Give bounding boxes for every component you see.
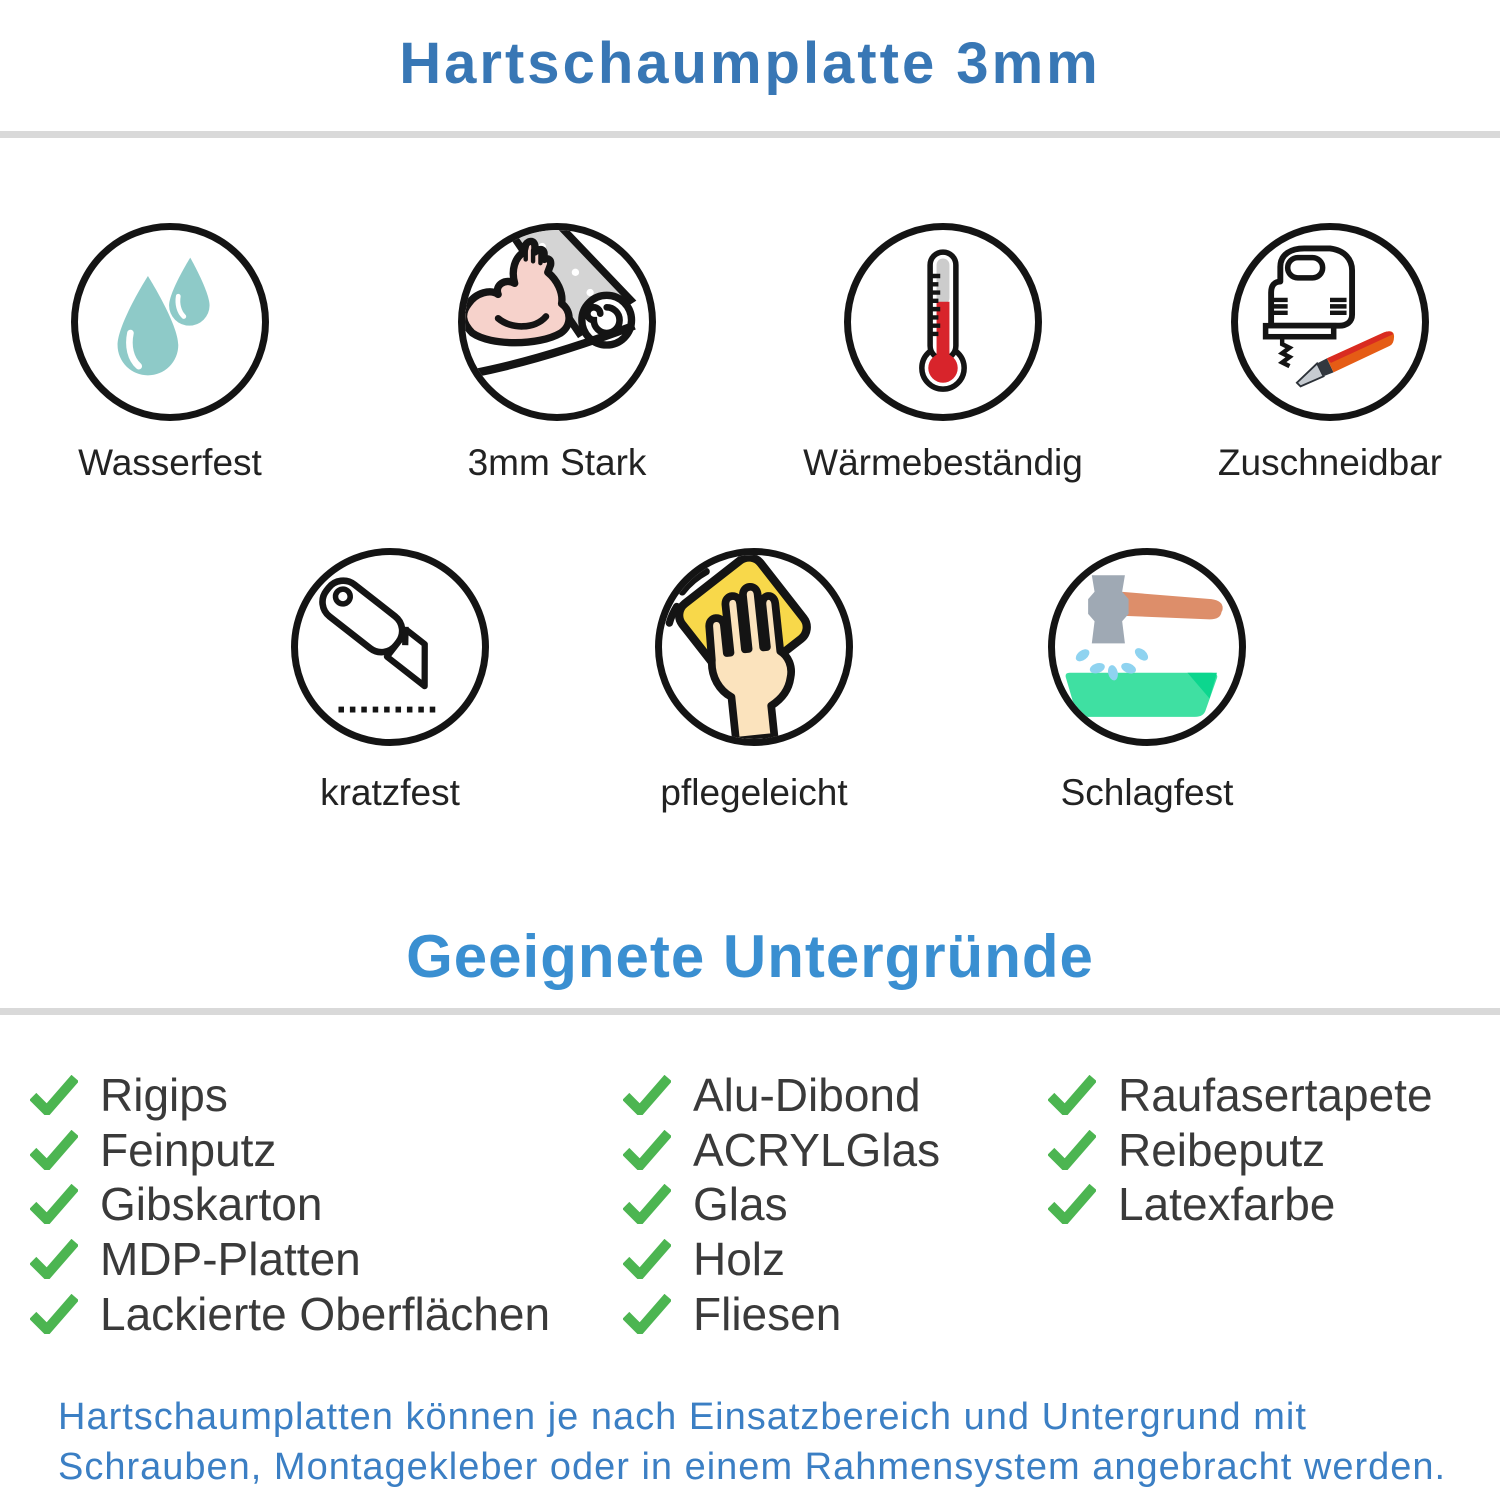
substrate-label: MDP-Platten: [100, 1233, 361, 1286]
substrate-label: Fliesen: [693, 1287, 842, 1340]
checkmark-icon: [30, 1130, 78, 1170]
checkmark-icon: [623, 1294, 671, 1334]
water-drops-icon: [71, 223, 269, 421]
flexed-arm-icon: [458, 223, 656, 421]
thermometer-icon: [844, 223, 1042, 421]
feature-label: Zuschneidbar: [1217, 442, 1443, 483]
utility-knife-icon: [291, 548, 489, 746]
feature-label: pflegeleicht: [660, 772, 848, 813]
checkmark-icon: [1048, 1130, 1096, 1170]
footer-line: Hartschaumplatten können je nach Einsatzbereich und Untergrund mit: [58, 1396, 1307, 1438]
list-item: [30, 1232, 550, 1287]
jigsaw-icon: [1231, 223, 1429, 421]
list-item: [1048, 1177, 1433, 1232]
substrate-column-3: [1048, 1068, 1433, 1232]
substrate-label: Lackierte Oberflächen: [100, 1287, 551, 1340]
checkmark-icon: [623, 1130, 671, 1170]
feature-cuttable: [1150, 223, 1500, 484]
substrate-label: Feinputz: [100, 1123, 277, 1176]
list-item: [1048, 1068, 1433, 1123]
substrate-label: Alu-Dibond: [693, 1069, 921, 1122]
substrate-label: Latexfarbe: [1118, 1178, 1336, 1231]
list-item: [30, 1068, 550, 1123]
feature-label: Schlagfest: [1060, 772, 1234, 813]
substrate-label: ACRYLGlas: [693, 1123, 941, 1176]
substrate-label: Raufasertapete: [1118, 1069, 1433, 1122]
feature-label: 3mm Stark: [467, 442, 647, 483]
feature-easy-care: [574, 548, 934, 814]
section-title-substrates: Geeignete Untergründe: [406, 923, 1094, 990]
substrate-label: Glas: [693, 1178, 788, 1231]
feature-strength: [377, 223, 737, 484]
checkmark-icon: [30, 1294, 78, 1334]
list-item: [623, 1068, 940, 1123]
wiping-hand-icon: [655, 548, 853, 746]
checkmark-icon: [30, 1075, 78, 1115]
list-item: [30, 1177, 550, 1232]
divider: [0, 1008, 1500, 1015]
list-item: [30, 1123, 550, 1178]
feature-impact-resistant: [967, 548, 1327, 814]
substrate-column-1: [30, 1068, 550, 1341]
feature-label: kratzfest: [320, 772, 460, 813]
checkmark-icon: [1048, 1075, 1096, 1115]
checkmark-icon: [623, 1239, 671, 1279]
checkmark-icon: [1048, 1184, 1096, 1224]
list-item: [623, 1177, 940, 1232]
feature-label: Wärmebeständig: [803, 442, 1083, 483]
substrate-label: Reibeputz: [1118, 1123, 1326, 1176]
feature-waterproof: [0, 223, 350, 484]
list-item: [1048, 1123, 1433, 1178]
checkmark-icon: [30, 1239, 78, 1279]
checkmark-icon: [623, 1075, 671, 1115]
footer-line: Schrauben, Montagekleber oder in einem Rahmensystem angebracht werden.: [58, 1446, 1447, 1488]
list-item: [623, 1123, 940, 1178]
feature-heat-resistant: [763, 223, 1123, 484]
list-item: [623, 1232, 940, 1287]
footer-note: [58, 1392, 1446, 1492]
page-title: Hartschaumplatte 3mm: [399, 31, 1101, 96]
divider: [0, 131, 1500, 138]
list-item: [623, 1286, 940, 1341]
feature-label: Wasserfest: [78, 442, 262, 483]
substrate-label: Gibskarton: [100, 1178, 323, 1231]
substrate-label: Rigips: [100, 1069, 228, 1122]
checkmark-icon: [623, 1184, 671, 1224]
list-item: [30, 1286, 550, 1341]
substrate-label: Holz: [693, 1233, 786, 1286]
hammer-icon: [1048, 548, 1246, 746]
feature-scratchproof: [210, 548, 570, 814]
substrate-column-2: [623, 1068, 940, 1341]
checkmark-icon: [30, 1184, 78, 1224]
